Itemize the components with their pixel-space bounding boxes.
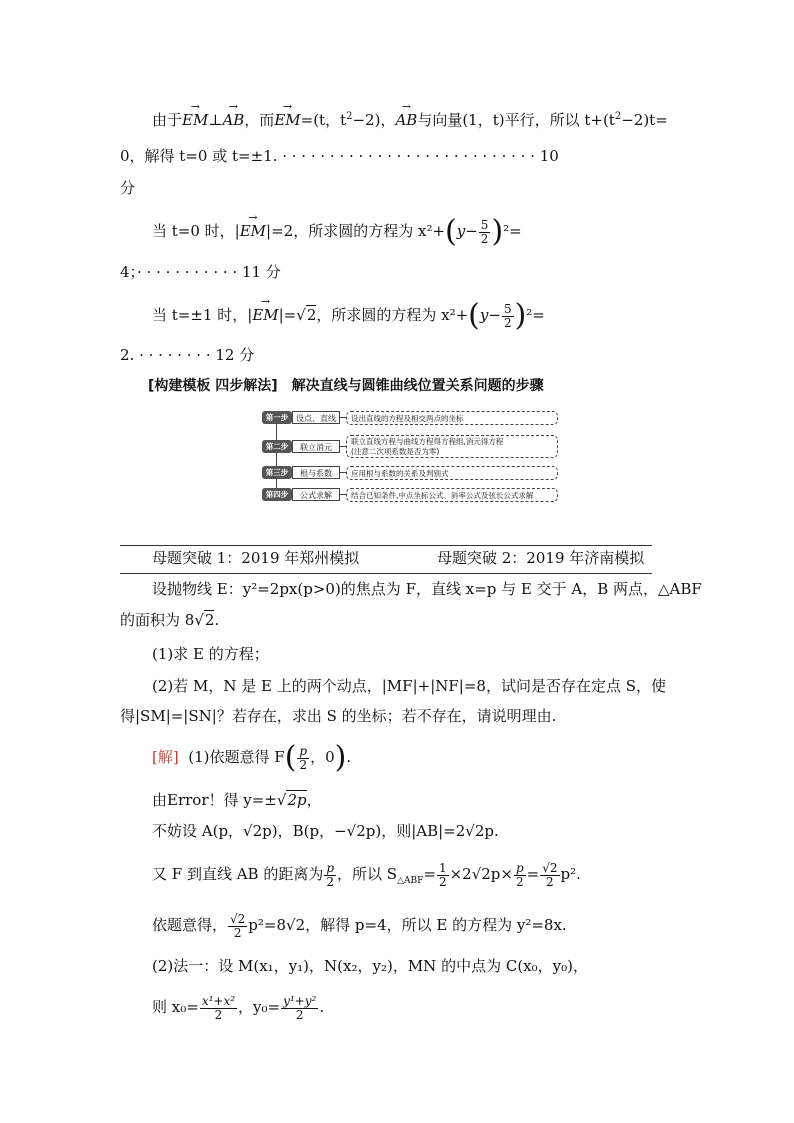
sol1-line6: 当 t=±1 时，|→ EM|=√2，所求圆的方程为 x²+(y− $\frac{5}{2}$ )²=	[152, 300, 545, 331]
sol1-line4: 当 t=0 时，|→ EM|=2，所求圆的方程为 x²+(y− $\frac{5}{2}$ )²=	[152, 216, 522, 247]
sol1-line3: 分	[120, 179, 136, 197]
diagram-spine	[276, 422, 277, 492]
solution-tag: [解]	[152, 748, 179, 766]
header-left: 母题突破 1：2019 年郑州模拟	[152, 549, 360, 567]
header-top-rule	[120, 545, 652, 546]
step-label: 联立消元	[292, 440, 340, 453]
step-badge: 第四步	[262, 488, 292, 501]
question-2-line1: (2)若 M，N 是 E 上的两个动点，|MF|+|NF|=8，试问是否存在定点 S，使	[152, 677, 666, 695]
step-badge: 第一步	[262, 411, 292, 424]
problem-line2: 的面积为 8√2.	[120, 611, 220, 629]
sol1-line1: 由于→ EM⊥→ AB，而→ EM=(t，$t^2-2$)，→ AB与向量(1，t)平行，所以 $t+(t^2-2)t=$	[152, 107, 668, 130]
solution-line5: 依题意得， $\frac{√2}{2}$ p²=8√2，解得 p=4，所以 E 的方程为 y²=8x.	[152, 911, 567, 940]
step-desc: 应用根与系数的关系及判别式	[346, 466, 558, 480]
step-desc: 设出直线的方程及相交两点的坐标	[346, 411, 558, 425]
step-desc: 联立直线方程与曲线方程得方程组,消元得方程 (注意二次项系数是否为零)	[346, 435, 558, 458]
question-2-line2: 得|SM|=|SN|？若存在，求出 S 的坐标；若不存在，请说明理由.	[120, 707, 557, 725]
solution-line4: 又 F 到直线 AB 的距离为 $\frac{p}{2}$ ，所以 $S_{\triangle ABF}=$ $\frac{1}{2}$ ×2√2p× $\frac{p}{2}$ = $\frac{√2}{2}$ p².	[152, 860, 581, 889]
solution-line2: 由Error！得 y=±√2p，	[152, 791, 322, 809]
problem-line1: 设抛物线 E：y²=2px(p>0)的焦点为 F，直线 x=p 与 E 交于 A，B 两点，△ABF	[152, 580, 702, 598]
question-1: (1)求 E 的方程；	[152, 645, 269, 663]
solution-line3: 不妨设 A(p，√2p)，B(p，−√2p)，则|AB|=2√2p.	[152, 822, 499, 840]
four-step-diagram	[262, 409, 560, 505]
step-label: 设点、直线	[292, 411, 340, 424]
sol1-line5: 4；· · · · · · · · · · · 11 分	[120, 263, 281, 281]
solution-line1: [解] (1)依题意得 F( $\frac{p}{2}$ ，0).	[152, 740, 352, 775]
step-desc: 结合已知条件,中点坐标公式、斜率公式及弦长公式求解	[346, 488, 558, 502]
template-title: [构建模板 四步解法] 解决直线与圆锥曲线位置关系问题的步骤	[148, 378, 544, 394]
solution-line7: 则 x₀= $\frac{\text{x¹+x²}}{2}$ ，y₀= $\frac{\text{y¹+y²}}{2}$ .	[152, 993, 325, 1022]
step-badge: 第二步	[262, 440, 292, 453]
step-badge: 第三步	[262, 466, 292, 479]
step-label: 公式求解	[292, 488, 340, 501]
sol1-line7: 2. · · · · · · · · 12 分	[120, 346, 255, 364]
solution-line6: (2)法一：设 M(x₁，y₁)，N(x₂，y₂)，MN 的中点为 C(x₀，y₀)，	[152, 957, 588, 975]
header-bottom-rule	[120, 573, 652, 574]
header-right: 母题突破 2：2019 年济南模拟	[437, 549, 645, 567]
sol1-line2: 0，解得 t=0 或 t=±1. · · · · · · · · · · · · · · · · · · · · · · · · · · · 10	[120, 147, 559, 165]
step-label: 根与系数	[292, 466, 340, 479]
